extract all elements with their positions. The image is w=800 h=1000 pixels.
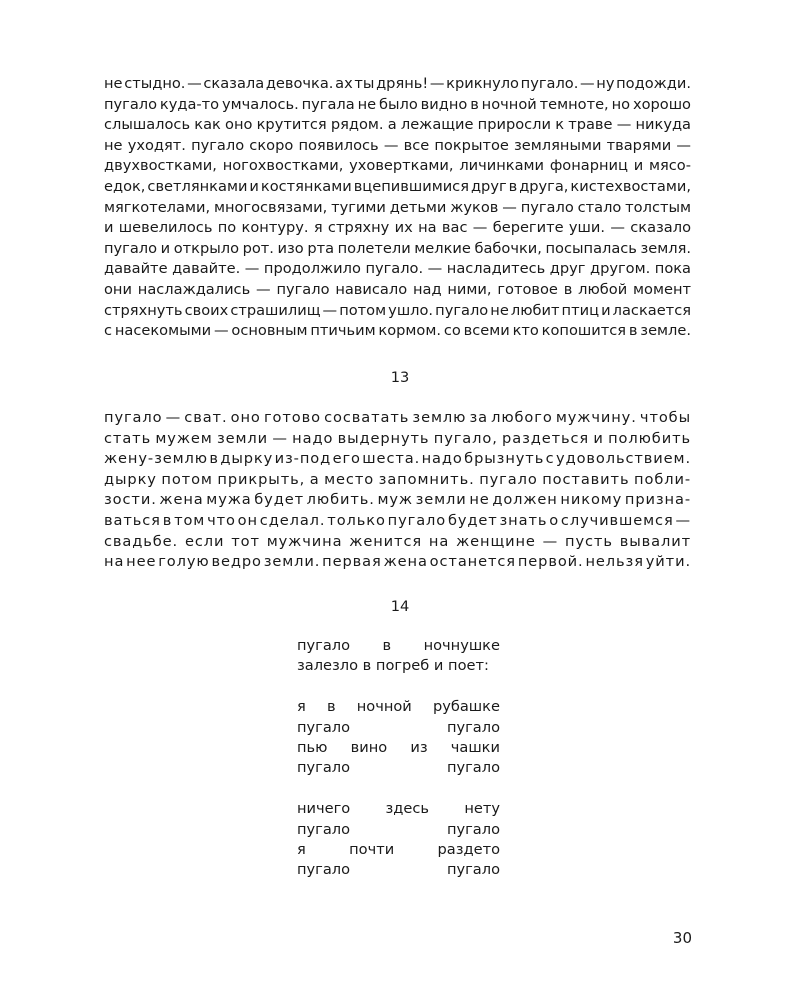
page-number: 30 xyxy=(672,929,692,947)
poem-line xyxy=(297,758,500,778)
poem-word: пугало xyxy=(297,820,351,838)
poem-line xyxy=(297,799,500,819)
poem-word: раздето xyxy=(437,840,500,858)
poem-line xyxy=(297,718,500,738)
poem-word: пью xyxy=(297,738,328,756)
poem-word: залезло в погреб и поет: xyxy=(297,657,489,675)
poem-line xyxy=(297,656,500,676)
section-number-13: 13 xyxy=(390,369,410,386)
text-line: пугало — сват. оно готово сосватать землю за любого мужчину. чтобы xyxy=(104,409,691,426)
poem-word: пугало xyxy=(297,759,351,777)
poem-word: я xyxy=(297,840,306,858)
poem-word: из xyxy=(410,738,428,756)
poem-word: вино xyxy=(350,738,388,756)
poem-word: пугало xyxy=(446,861,500,879)
poem xyxy=(297,636,500,881)
text-line: ваться в том что он сделал. только пугало будет знать о случившемся — xyxy=(104,511,691,529)
text-line: едок, светлянками и костянками вцепившимися друг в друга, кистехвостами, xyxy=(104,177,691,195)
poem-word: пугало xyxy=(446,820,500,838)
text-line: с насекомыми — основным птичьим кормом. со всеми кто копошится в земле. xyxy=(104,322,691,340)
poem-word: почти xyxy=(349,840,395,858)
section-number-14: 14 xyxy=(390,598,410,615)
text-line: пугало и открыло рот. изо рта полетели мелкие бабочки, посыпалась земля. xyxy=(104,239,691,257)
text-line: давайте давайте. — продолжило пугало. — насладитесь друг другом. пока xyxy=(104,260,691,278)
poem-word: в xyxy=(382,637,392,654)
stanza-break xyxy=(297,779,500,799)
poem-word: пугало xyxy=(446,718,500,736)
poem-word: нету xyxy=(464,800,500,818)
poem-word: ночной xyxy=(356,698,412,716)
text-line: на нее голую ведро земли. первая жена останется первой. нельзя уйти. xyxy=(104,553,691,571)
text-line: свадьбе. если тот мужчина женится на женщине — пусть вывалит xyxy=(104,532,691,550)
poem-line xyxy=(297,697,500,717)
poem-line xyxy=(297,840,500,860)
poem-word: рубашке xyxy=(432,698,500,716)
poem-word: чашки xyxy=(450,738,500,756)
poem-word: ночнушке xyxy=(423,637,500,654)
poem-word: пугало xyxy=(297,718,351,736)
text-line: жену-землю в дырку из-под его шеста. надо брызнуть с удовольствием. xyxy=(104,450,691,468)
section-13-text xyxy=(104,408,691,573)
poem-word: здесь xyxy=(385,800,430,818)
text-line: двухвостками, ногохвостками, уховертками, личинками фонарниц и мясо- xyxy=(104,157,691,175)
poem-word: я xyxy=(297,698,306,716)
text-line: пугало куда-то умчалось. пугала не было видно в ночной темноте, но хорошо xyxy=(104,95,691,113)
stanza-break xyxy=(297,677,500,697)
text-line: слышалось как оно крутится рядом. а лежащие приросли к траве — никуда xyxy=(104,116,691,134)
text-line: не стыдно. — сказала девочка. ах ты дрянь! — крикнуло пугало. — ну подожди. xyxy=(104,75,691,92)
text-line: стать мужем земли — надо выдернуть пугало, раздеться и полюбить xyxy=(104,429,691,447)
text-line: и шевелилось по контуру. я стряхну их на вас — берегите уши. — сказало xyxy=(104,219,691,237)
section-12-text xyxy=(104,74,691,342)
text-line: не уходят. пугало скоро появилось — все покрытое земляными тварями — xyxy=(104,136,691,154)
text-line: мягкотелами, многосвязами, тугими детьми жуков — пугало стало толстым xyxy=(104,198,691,216)
poem-word: ничего xyxy=(297,800,351,818)
poem-line xyxy=(297,636,500,656)
text-line: зости. жена мужа будет любить. муж земли не должен никому призна- xyxy=(104,491,691,509)
poem-line xyxy=(297,738,500,758)
poem-word: в xyxy=(326,698,336,716)
poem-word: пугало xyxy=(297,637,351,654)
poem-word: пугало xyxy=(446,759,500,777)
poem-line xyxy=(297,860,500,880)
text-line: они наслаждались — пугало нависало над ними, готовое в любой момент xyxy=(104,280,691,298)
poem-line xyxy=(297,820,500,840)
text-line: стряхнуть своих страшилищ — потом ушло. пугало не любит птиц и ласкается xyxy=(104,301,691,319)
poem-word: пугало xyxy=(297,861,351,879)
text-line: дырку потом прикрыть, а место запомнить. пугало поставить побли- xyxy=(104,470,691,488)
